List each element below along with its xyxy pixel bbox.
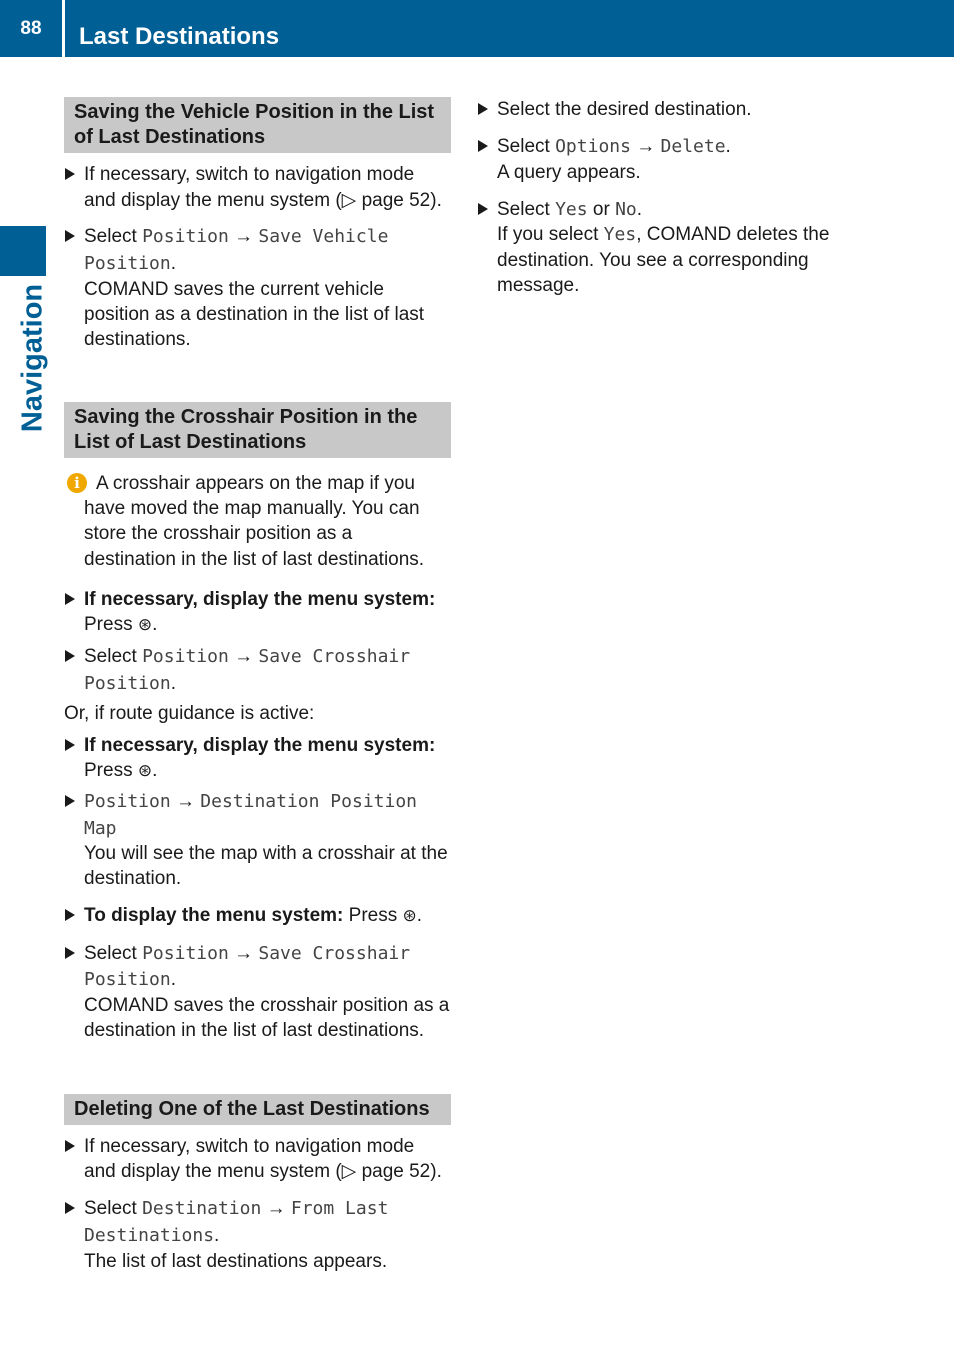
menu-item: Yes <box>555 199 588 220</box>
step-text: If necessary, switch to navigation mode <box>84 164 415 185</box>
step-text: Position. <box>84 673 176 694</box>
step-text: Select Options → Delete. <box>497 136 731 157</box>
info-text: have moved the map manually. You can <box>84 498 420 519</box>
menu-item: Map <box>84 818 117 839</box>
side-tab-marker <box>0 226 46 276</box>
header-divider <box>62 0 65 57</box>
step-text-bold: If necessary, display the menu system: <box>84 735 436 756</box>
arrow-icon: → <box>234 943 254 964</box>
step-arrow-icon <box>65 168 75 180</box>
step-text: and display the menu system (▷ page 52). <box>84 1161 442 1182</box>
step-arrow-icon <box>65 650 75 662</box>
menu-item: Save Crosshair <box>258 943 411 964</box>
info-icon: i <box>67 473 87 493</box>
side-tab-label: Navigation <box>16 283 49 433</box>
step-arrow-icon <box>65 230 75 242</box>
result-text: A query appears. <box>497 162 641 183</box>
controller-icon: ⊛ <box>402 906 417 925</box>
menu-item: From Last <box>290 1198 389 1219</box>
menu-item: Destinations <box>84 1225 215 1246</box>
section-heading-delete <box>64 1094 451 1125</box>
step-text: To display the menu system: Press ⊛. <box>84 903 422 929</box>
step-text: Select the desired destination. <box>497 99 752 120</box>
menu-item: Position <box>84 969 171 990</box>
step-text <box>84 789 417 815</box>
menu-item: Position <box>142 943 229 964</box>
menu-item: Position <box>142 226 229 247</box>
menu-item: Position <box>84 791 171 812</box>
info-text: A crosshair appears on the map if you <box>96 473 415 494</box>
result-text: COMAND saves the crosshair position as a <box>84 995 450 1016</box>
section-heading-save-vehicle <box>64 97 451 153</box>
step-arrow-icon <box>65 1140 75 1152</box>
step-text: Position. <box>84 253 176 274</box>
result-text: The list of last destinations appears. <box>84 1251 388 1272</box>
page-number: 88 <box>20 17 42 39</box>
step-text: Select Yes or No. <box>497 199 643 220</box>
step-arrow-icon <box>65 947 75 959</box>
step-text: If necessary, switch to navigation mode <box>84 1136 415 1157</box>
step-text: Select Position → Save Crosshair <box>84 943 411 964</box>
arrow-icon: → <box>234 646 254 667</box>
section-heading-line: Saving the Crosshair Position in the <box>74 406 418 428</box>
menu-item: Yes <box>603 224 637 245</box>
menu-item: Position <box>84 253 171 274</box>
arrow-icon: → <box>234 226 254 247</box>
result-text: You will see the map with a crosshair at the <box>84 843 448 864</box>
page-header <box>0 0 954 57</box>
step-text <box>84 816 117 842</box>
step-text: Destinations. <box>84 1225 220 1246</box>
arrow-icon: → <box>636 136 656 157</box>
step-arrow-icon <box>65 739 75 751</box>
section-heading-line: Deleting One of the Last Destinations <box>74 1098 430 1120</box>
section-heading-line: of Last Destinations <box>74 126 266 148</box>
body-text: Or, if route guidance is active: <box>64 703 315 724</box>
step-arrow-icon <box>478 103 488 115</box>
result-text: destination. <box>84 868 182 889</box>
result-text: destination in the list of last destinations. <box>84 1020 425 1041</box>
step-arrow-icon <box>65 909 75 921</box>
step-arrow-icon <box>65 795 75 807</box>
menu-item: Options <box>555 136 631 157</box>
menu-item: Position <box>142 646 229 667</box>
result-text: destination. You see a corresponding <box>497 250 809 271</box>
section-heading-save-crosshair <box>64 402 451 458</box>
result-text: destinations. <box>84 329 191 350</box>
step-text: Press ⊛. <box>84 612 157 638</box>
step-arrow-icon <box>65 1202 75 1214</box>
step-text: and display the menu system (▷ page 52). <box>84 190 442 211</box>
menu-item: No <box>615 199 637 220</box>
controller-icon: ⊛ <box>137 761 153 780</box>
result-text: If you select Yes, COMAND deletes the <box>497 224 830 245</box>
menu-item: Save Crosshair <box>258 646 411 667</box>
step-text: Select Position → Save Crosshair <box>84 646 411 667</box>
step-arrow-icon <box>65 593 75 605</box>
menu-item: Delete <box>660 136 726 157</box>
arrow-icon: → <box>266 1198 286 1219</box>
step-arrow-icon <box>478 203 488 215</box>
section-heading-line: Saving the Vehicle Position in the List <box>74 101 435 123</box>
result-text: COMAND saves the current vehicle <box>84 279 384 300</box>
menu-item: Destination <box>142 1198 262 1219</box>
step-text: Select Destination → From Last <box>84 1198 389 1219</box>
result-text: message. <box>497 275 580 296</box>
step-text: Position. <box>84 969 176 990</box>
step-text: Press ⊛. <box>84 758 157 784</box>
arrow-icon: → <box>175 791 195 812</box>
section-heading-line: List of Last Destinations <box>74 431 307 453</box>
page-title: Last Destinations <box>79 23 280 50</box>
controller-icon: ⊛ <box>137 615 153 634</box>
menu-item: Save Vehicle <box>258 226 389 247</box>
menu-item: Destination Position <box>200 791 418 812</box>
step-text-bold: If necessary, display the menu system: <box>84 589 436 610</box>
result-text: position as a destination in the list of last <box>84 304 425 325</box>
step-text: Select Position → Save Vehicle <box>84 226 389 247</box>
info-text: destination in the list of last destinations. <box>84 549 425 570</box>
step-arrow-icon <box>478 140 488 152</box>
menu-item: Position <box>84 673 171 694</box>
info-text: store the crosshair position as a <box>84 523 353 544</box>
